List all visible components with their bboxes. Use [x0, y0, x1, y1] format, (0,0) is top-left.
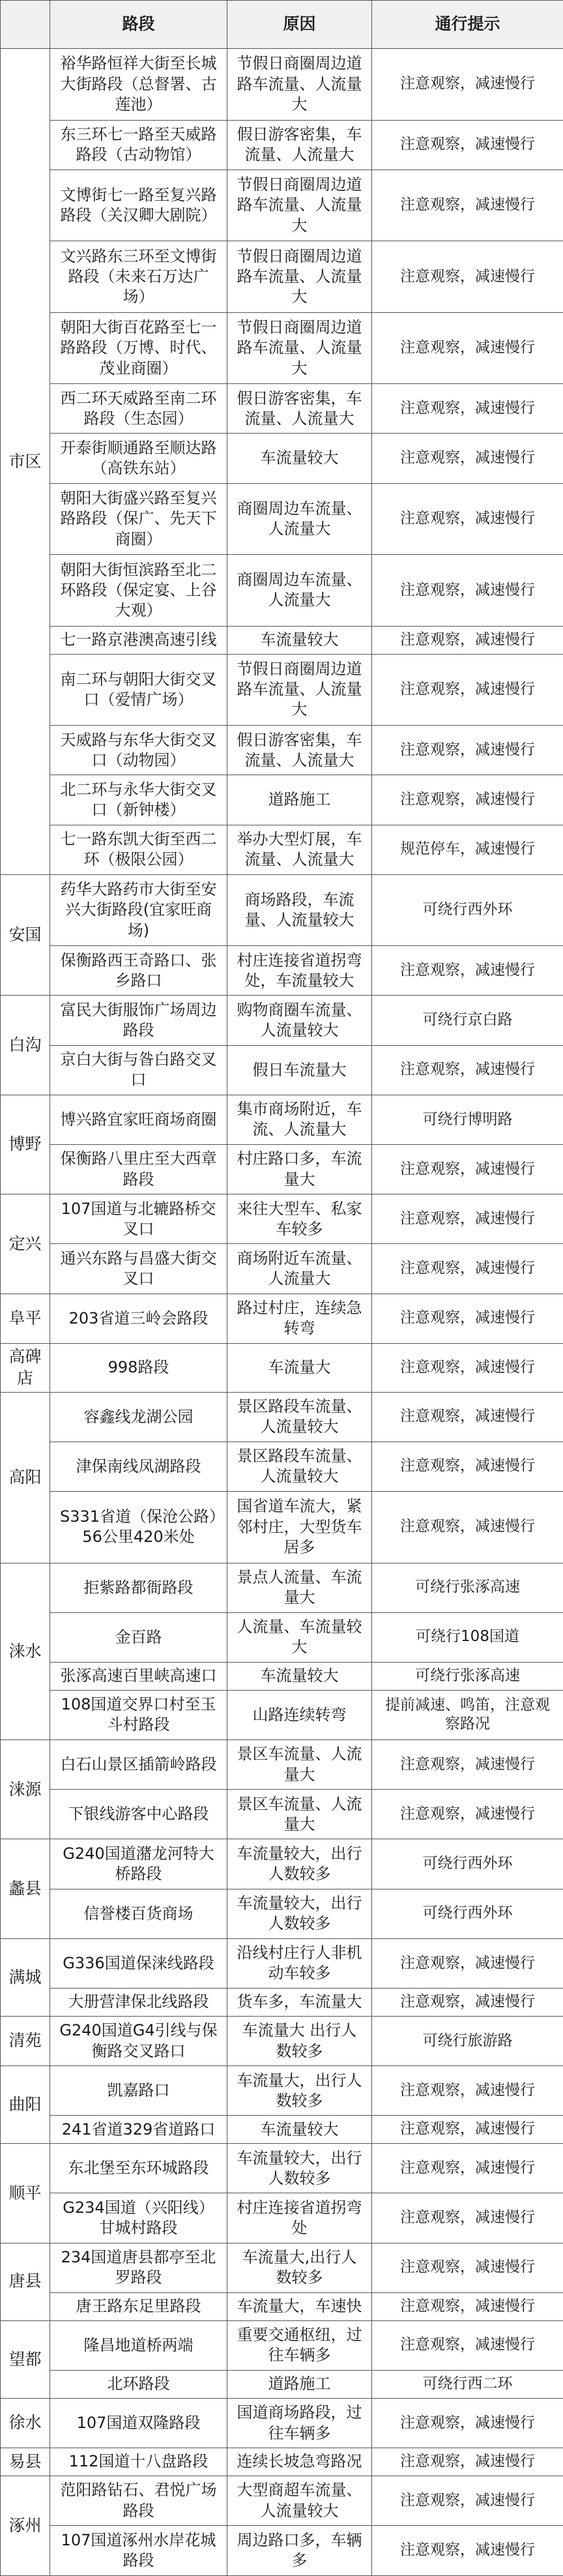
road-cell: 东北堡至东环城路段 [50, 2144, 227, 2193]
road-cell: 范阳路钻石、君悦广场路段 [50, 2476, 227, 2526]
table-row [1, 434, 563, 483]
region-cell: 白沟 [1, 996, 50, 1095]
tip-cell: 注意观察，减速慢行 [372, 2193, 563, 2243]
header-tip: 通行提示 [372, 1, 563, 49]
table-row [1, 1740, 563, 1790]
road-cell: 241省道329省道路口 [50, 2116, 227, 2144]
tip-cell: 可绕行张涿高速 [372, 1662, 563, 1690]
tip-cell: 注意观察，减速慢行 [372, 2144, 563, 2193]
table-row [1, 483, 563, 555]
reason-cell: 景区路段车流量、人流量较大 [227, 1442, 372, 1491]
reason-cell: 节假日商圈周边道路车流量、人流量大 [227, 241, 372, 313]
table-row [1, 2116, 563, 2144]
header-region [1, 1, 50, 49]
tip-cell: 注意观察，减速慢行 [372, 1790, 563, 1839]
tip-cell: 注意观察，减速慢行 [372, 384, 563, 434]
tip-cell: 注意观察，减速慢行 [372, 1938, 563, 1988]
road-cell: 博兴路宜家旺商场商圈 [50, 1095, 227, 1144]
table-row [1, 1145, 563, 1194]
road-cell: 203省道三岭会路段 [50, 1294, 227, 1343]
reason-cell: 节假日商圈周边道路车流量、人流量大 [227, 654, 372, 726]
road-cell: 白石山景区插箭岭路段 [50, 1740, 227, 1790]
region-cell: 高碑店 [1, 1343, 50, 1392]
tip-cell: 注意观察，减速慢行 [372, 49, 563, 121]
region-cell: 高阳 [1, 1392, 50, 1563]
region-cell: 涿州 [1, 2476, 50, 2576]
road-cell: 保衡路西王奇路口、张乡路口 [50, 946, 227, 996]
road-cell: 北二环与永华大街交叉口（新钟楼） [50, 775, 227, 825]
table-row [1, 825, 563, 874]
tip-cell: 可绕行张涿高速 [372, 1563, 563, 1612]
table-row [1, 1392, 563, 1442]
table-row [1, 1889, 563, 1938]
region-cell: 市区 [1, 49, 50, 875]
table-row [1, 2371, 563, 2399]
reason-cell: 村庄连接省道拐弯处 [227, 2193, 372, 2243]
table-row [1, 2526, 563, 2576]
road-cell: 朝阳大街恒滨路至北二环路段（保定宴、上谷大观） [50, 555, 227, 627]
region-cell: 满城 [1, 1938, 50, 2016]
road-cell: 998路段 [50, 1343, 227, 1392]
road-cell: 七一路东凯大街至西二环（极限公园） [50, 825, 227, 874]
reason-cell: 商圈周边车流量、人流量大 [227, 483, 372, 555]
table-row [1, 2144, 563, 2193]
tip-cell: 注意观察，减速慢行 [372, 1343, 563, 1392]
table-row [1, 1690, 563, 1740]
table-row [1, 2398, 563, 2448]
road-cell: 七一路京港澳高速引线 [50, 626, 227, 654]
table-row [1, 2243, 563, 2292]
tip-cell: 注意观察，减速慢行 [372, 2320, 563, 2370]
region-cell: 望都 [1, 2320, 50, 2398]
road-cell: 裕华路恒祥大街至长城大街路段（总督署、古莲池） [50, 49, 227, 121]
table-row [1, 1343, 563, 1392]
reason-cell: 举办大型灯展，车流量、人流量大 [227, 825, 372, 874]
reason-cell: 国道商场路段，过往车辆多 [227, 2398, 372, 2448]
tip-cell: 注意观察，减速慢行 [372, 2243, 563, 2292]
tip-cell: 提前减速、鸣笛，注意观察路况 [372, 1690, 563, 1740]
region-cell: 清苑 [1, 2016, 50, 2065]
reason-cell: 车流量大,出行人数较多 [227, 2243, 372, 2292]
road-cell: 234国道唐县都亭至北罗路段 [50, 2243, 227, 2292]
road-cell: 信誉楼百货商场 [50, 1889, 227, 1938]
road-cell: 南二环与朝阳大街交叉口（爱情广场） [50, 654, 227, 726]
road-cell: 东三环七一路至天威路路段（古动物馆） [50, 120, 227, 170]
reason-cell: 车流量较大 [227, 626, 372, 654]
tip-cell: 注意观察，减速慢行 [372, 241, 563, 313]
road-cell: 朝阳大街盛兴路至复兴路路段（保广、先天下商圈） [50, 483, 227, 555]
road-cell: 富民大街服饰广场周边路段 [50, 996, 227, 1045]
table-row [1, 1790, 563, 1839]
table-row [1, 384, 563, 434]
region-cell: 唐县 [1, 2243, 50, 2320]
region-cell: 徐水 [1, 2398, 50, 2448]
road-cell: 保衡路八里庄至大西章路段 [50, 1145, 227, 1194]
tip-cell: 注意观察，减速慢行 [372, 946, 563, 996]
reason-cell: 节假日商圈周边道路车流量、人流量大 [227, 170, 372, 241]
tip-cell: 注意观察，减速慢行 [372, 654, 563, 726]
reason-cell: 景点人流量、车流量大 [227, 1563, 372, 1612]
tip-cell: 注意观察，减速慢行 [372, 2526, 563, 2576]
header-road: 路段 [50, 1, 227, 49]
table-row [1, 1612, 563, 1662]
tip-cell: 注意观察，减速慢行 [372, 2292, 563, 2320]
road-cell: S331省道（保沧公路）56公里420米处 [50, 1492, 227, 1563]
reason-cell: 路过村庄，连续急转弯 [227, 1294, 372, 1343]
reason-cell: 集市商场附近，车流、人流量大 [227, 1095, 372, 1144]
region-cell: 曲阳 [1, 2066, 50, 2144]
table-header-row [1, 1, 563, 49]
table-row [1, 555, 563, 627]
reason-cell: 假日游客密集，车流量、人流量大 [227, 726, 372, 775]
table-row [1, 2320, 563, 2370]
table-row [1, 241, 563, 313]
tip-cell: 可绕行京白路 [372, 996, 563, 1045]
reason-cell: 节假日商圈周边道路车流量、人流量大 [227, 312, 372, 384]
table-row [1, 2448, 563, 2476]
table-row [1, 1938, 563, 1988]
road-cell: 容鑫线龙湖公园 [50, 1392, 227, 1442]
table-row [1, 726, 563, 775]
tip-cell: 注意观察，减速慢行 [372, 120, 563, 170]
road-cell: 北环路段 [50, 2371, 227, 2399]
table-row [1, 49, 563, 121]
tip-cell: 可绕行西外环 [372, 874, 563, 946]
reason-cell: 人流量、车流量较大 [227, 1612, 372, 1662]
reason-cell: 商场附近车流量、人流量大 [227, 1244, 372, 1294]
region-cell: 蠡县 [1, 1839, 50, 1938]
reason-cell: 来往大型车、私家车较多 [227, 1194, 372, 1244]
tip-cell: 注意观察，减速慢行 [372, 2476, 563, 2526]
tip-cell: 注意观察，减速慢行 [372, 1989, 563, 2017]
table-row [1, 1563, 563, 1612]
tip-cell: 注意观察，减速慢行 [372, 626, 563, 654]
reason-cell: 假日车流量大 [227, 1045, 372, 1095]
tip-cell: 注意观察，减速慢行 [372, 2448, 563, 2476]
road-cell: 药华大路药市大街至安兴大街路段(宜家旺商场) [50, 874, 227, 946]
table-row [1, 1244, 563, 1294]
road-cell: 唐王路东足里路段 [50, 2292, 227, 2320]
road-cell: G240国道潴龙河特大桥路段 [50, 1839, 227, 1889]
tip-cell: 注意观察，减速慢行 [372, 555, 563, 627]
tip-cell: 注意观察，减速慢行 [372, 1492, 563, 1563]
road-cell: 金百路 [50, 1612, 227, 1662]
tip-cell: 注意观察，减速慢行 [372, 726, 563, 775]
table-row [1, 120, 563, 170]
tip-cell: 注意观察，减速慢行 [372, 2066, 563, 2116]
table-row [1, 1662, 563, 1690]
reason-cell: 道路施工 [227, 775, 372, 825]
table-body [1, 49, 563, 2576]
road-cell: 开泰街顺通路至顺达路（高铁东站） [50, 434, 227, 483]
reason-cell: 村庄连接省道拐弯处，车流量较大 [227, 946, 372, 996]
tip-cell: 注意观察，减速慢行 [372, 2398, 563, 2448]
reason-cell: 山路连续转弯 [227, 1690, 372, 1740]
road-cell: G240国道G4引线与保衡路交叉路口 [50, 2016, 227, 2065]
tip-cell: 可绕行108国道 [372, 1612, 563, 1662]
table-row [1, 1294, 563, 1343]
tip-cell: 可绕行西外环 [372, 1839, 563, 1889]
table-row [1, 1492, 563, 1563]
table-row [1, 2066, 563, 2116]
region-cell: 定兴 [1, 1194, 50, 1294]
reason-cell: 货车多，车流量大 [227, 1989, 372, 2017]
reason-cell: 节假日商圈周边道路车流量、人流量大 [227, 49, 372, 121]
reason-cell: 车流量较大 [227, 1662, 372, 1690]
region-cell: 顺平 [1, 2144, 50, 2243]
road-cell: 下银线游客中心路段 [50, 1790, 227, 1839]
road-cell: 107国道与北辘路桥交叉口 [50, 1194, 227, 1244]
road-cell: 107国道涿州水岸花城路段 [50, 2526, 227, 2576]
tip-cell: 注意观察，减速慢行 [372, 1442, 563, 1491]
road-cell: G336国道保涞线路段 [50, 1938, 227, 1988]
tip-cell: 注意观察，减速慢行 [372, 1045, 563, 1095]
road-cell: 文博街七一路至复兴路路段（关汉卿大剧院） [50, 170, 227, 241]
table-row [1, 2193, 563, 2243]
reason-cell: 重要交通枢纽，过往车辆多 [227, 2320, 372, 2370]
tip-cell: 注意观察，减速慢行 [372, 312, 563, 384]
reason-cell: 连续长坡急弯路况 [227, 2448, 372, 2476]
tip-cell: 注意观察，减速慢行 [372, 1740, 563, 1790]
tip-cell: 可绕行博明路 [372, 1095, 563, 1144]
region-cell: 博野 [1, 1095, 50, 1194]
table-row [1, 312, 563, 384]
tip-cell: 可绕行旅游路 [372, 2016, 563, 2065]
reason-cell: 车流量大，出行人数较多 [227, 2066, 372, 2116]
road-cell: 108国道交界口村至玉斗村路段 [50, 1690, 227, 1740]
road-cell: 凯嘉路口 [50, 2066, 227, 2116]
road-cell: 拒紫路都衙路段 [50, 1563, 227, 1612]
reason-cell: 购物商圈车流量、人流量较大 [227, 996, 372, 1045]
reason-cell: 道路施工 [227, 2371, 372, 2399]
tip-cell: 可绕行西外环 [372, 1889, 563, 1938]
region-cell: 易县 [1, 2448, 50, 2476]
tip-cell: 注意观察，减速慢行 [372, 483, 563, 555]
reason-cell: 商场路段，车流量、人流量较大 [227, 874, 372, 946]
region-cell: 涞水 [1, 1563, 50, 1740]
tip-cell: 注意观察，减速慢行 [372, 1244, 563, 1294]
tip-cell: 注意观察，减速慢行 [372, 1392, 563, 1442]
tip-cell: 注意观察，减速慢行 [372, 1194, 563, 1244]
reason-cell: 车流量较大，出行人数较多 [227, 1889, 372, 1938]
tip-cell: 注意观察，减速慢行 [372, 775, 563, 825]
table-row [1, 2292, 563, 2320]
table-row [1, 626, 563, 654]
road-cell: G234国道（兴阳线）甘城村路段 [50, 2193, 227, 2243]
table-row [1, 1442, 563, 1491]
reason-cell: 景区车流量、人流量大 [227, 1740, 372, 1790]
table-row [1, 946, 563, 996]
region-cell: 安国 [1, 874, 50, 996]
reason-cell: 车流量大 [227, 1343, 372, 1392]
header-reason: 原因 [227, 1, 372, 49]
table-row [1, 1095, 563, 1144]
reason-cell: 车流量大 出行人数较多 [227, 2016, 372, 2065]
region-cell: 阜平 [1, 1294, 50, 1343]
reason-cell: 车流量大，车速快 [227, 2292, 372, 2320]
reason-cell: 国省道车流大，紧邻村庄，大型货车居多 [227, 1492, 372, 1563]
road-cell: 张涿高速百里峡高速口 [50, 1662, 227, 1690]
reason-cell: 车流量较大 [227, 2116, 372, 2144]
table-row [1, 654, 563, 726]
table-row [1, 1989, 563, 2017]
tip-cell: 可绕行西二环 [372, 2371, 563, 2399]
road-cell: 112国道十八盘路段 [50, 2448, 227, 2476]
reason-cell: 大型商超车流量、人流量较大 [227, 2476, 372, 2526]
reason-cell: 商圈周边车流量、人流量大 [227, 555, 372, 627]
tip-cell: 注意观察，减速慢行 [372, 1145, 563, 1194]
table-row [1, 874, 563, 946]
reason-cell: 车流量较大，出行人数较多 [227, 1839, 372, 1889]
road-cell: 文兴路东三环至文博街路段（未来石万达广场） [50, 241, 227, 313]
reason-cell: 周边路口多，车辆多 [227, 2526, 372, 2576]
table-row [1, 775, 563, 825]
reason-cell: 沿线村庄行人非机动车较多 [227, 1938, 372, 1988]
road-cell: 京白大街与昝白路交叉口 [50, 1045, 227, 1095]
road-cell: 107国道双隆路段 [50, 2398, 227, 2448]
road-cell: 隆昌地道桥两端 [50, 2320, 227, 2370]
table-row [1, 170, 563, 241]
table-row [1, 1045, 563, 1095]
road-cell: 天威路与东华大街交叉口（动物园） [50, 726, 227, 775]
road-cell: 朝阳大街百花路至七一路路段（万博、时代、茂业商圈） [50, 312, 227, 384]
reason-cell: 假日游客密集，车流量、人流量大 [227, 384, 372, 434]
reason-cell: 车流量较大，出行人数较多 [227, 2144, 372, 2193]
tip-cell: 注意观察，减速慢行 [372, 2116, 563, 2144]
reason-cell: 景区路段车流量、人流量较大 [227, 1392, 372, 1442]
table-row [1, 1839, 563, 1889]
table-row [1, 996, 563, 1045]
tip-cell: 注意观察，减速慢行 [372, 170, 563, 241]
road-cell: 津保南线凤湖路段 [50, 1442, 227, 1491]
tip-cell: 规范停车，减速慢行 [372, 825, 563, 874]
reason-cell: 车流量较大 [227, 434, 372, 483]
tip-cell: 注意观察，减速慢行 [372, 434, 563, 483]
road-cell: 西二环天威路至南二环路段（生态园） [50, 384, 227, 434]
region-cell: 涞源 [1, 1740, 50, 1839]
tip-cell: 注意观察，减速慢行 [372, 1294, 563, 1343]
road-cell: 大册营津保北线路段 [50, 1989, 227, 2017]
reason-cell: 假日游客密集，车流量、人流量大 [227, 120, 372, 170]
reason-cell: 景区车流量、人流量大 [227, 1790, 372, 1839]
road-cell: 通兴东路与昌盛大街交叉口 [50, 1244, 227, 1294]
reason-cell: 村庄路口多，车流量大 [227, 1145, 372, 1194]
table-row [1, 2016, 563, 2065]
table-row [1, 2476, 563, 2526]
table-row [1, 1194, 563, 1244]
